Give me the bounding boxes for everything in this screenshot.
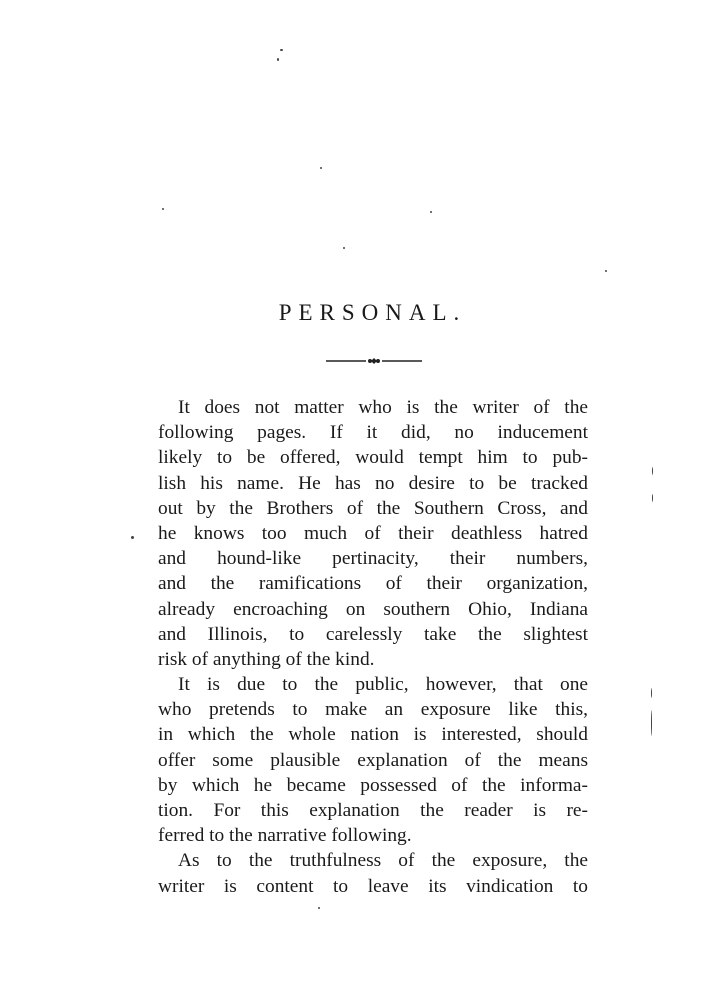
scan-speck	[605, 270, 607, 272]
body-text	[158, 395, 588, 899]
text-line: already encroaching on southern Ohio, Indiana	[158, 598, 588, 620]
text-line: It does not matter who is the writer of the	[178, 397, 588, 418]
page-title: PERSONAL.	[278, 300, 467, 325]
scan-speck	[651, 688, 652, 698]
scan-speck	[280, 49, 283, 51]
scan-speck	[430, 211, 432, 213]
text-line: and hound-like pertinacity, their numbers,	[158, 548, 588, 570]
text-line: offer some plausible explanation of the means	[158, 749, 588, 771]
text-line: who pretends to make an exposure like this,	[158, 699, 588, 721]
text-line: he knows too much of their deathless hatred	[158, 522, 588, 544]
scan-speck	[320, 167, 322, 169]
text-line: ferred to the narrative following.	[158, 825, 412, 847]
text-line: tion. For this explanation the reader is re-	[158, 800, 588, 821]
text-line: out by the Brothers of the Southern Cross, and	[158, 497, 588, 519]
text-line: and the ramifications of their organization,	[158, 573, 588, 595]
text-line: by which he became possessed of the informa-	[158, 774, 588, 796]
scan-speck	[277, 58, 279, 61]
scan-speck	[343, 247, 345, 249]
text-line: following pages. If it did, no inducement	[158, 422, 588, 444]
text-line: lish his name. He has no desire to be tracked	[158, 472, 588, 494]
text-line: As to the truthfulness of the exposure, the	[178, 850, 588, 872]
scan-speck	[651, 710, 652, 736]
text-line: likely to be offered, would tempt him to pub-	[158, 447, 588, 469]
scan-speck	[652, 494, 653, 502]
scan-speck	[131, 536, 134, 539]
scan-speck	[652, 467, 653, 475]
text-line: in which the whole nation is interested, should	[158, 724, 588, 746]
scan-speck	[318, 907, 320, 909]
text-line: and Illinois, to carelessly take the slightest	[158, 623, 588, 645]
text-line: risk of anything of the kind.	[158, 648, 375, 670]
ornament-divider-icon	[326, 355, 422, 367]
text-line: writer is content to leave its vindication to	[158, 875, 588, 897]
text-line: It is due to the public, however, that one	[178, 674, 588, 696]
scan-speck	[162, 208, 164, 210]
